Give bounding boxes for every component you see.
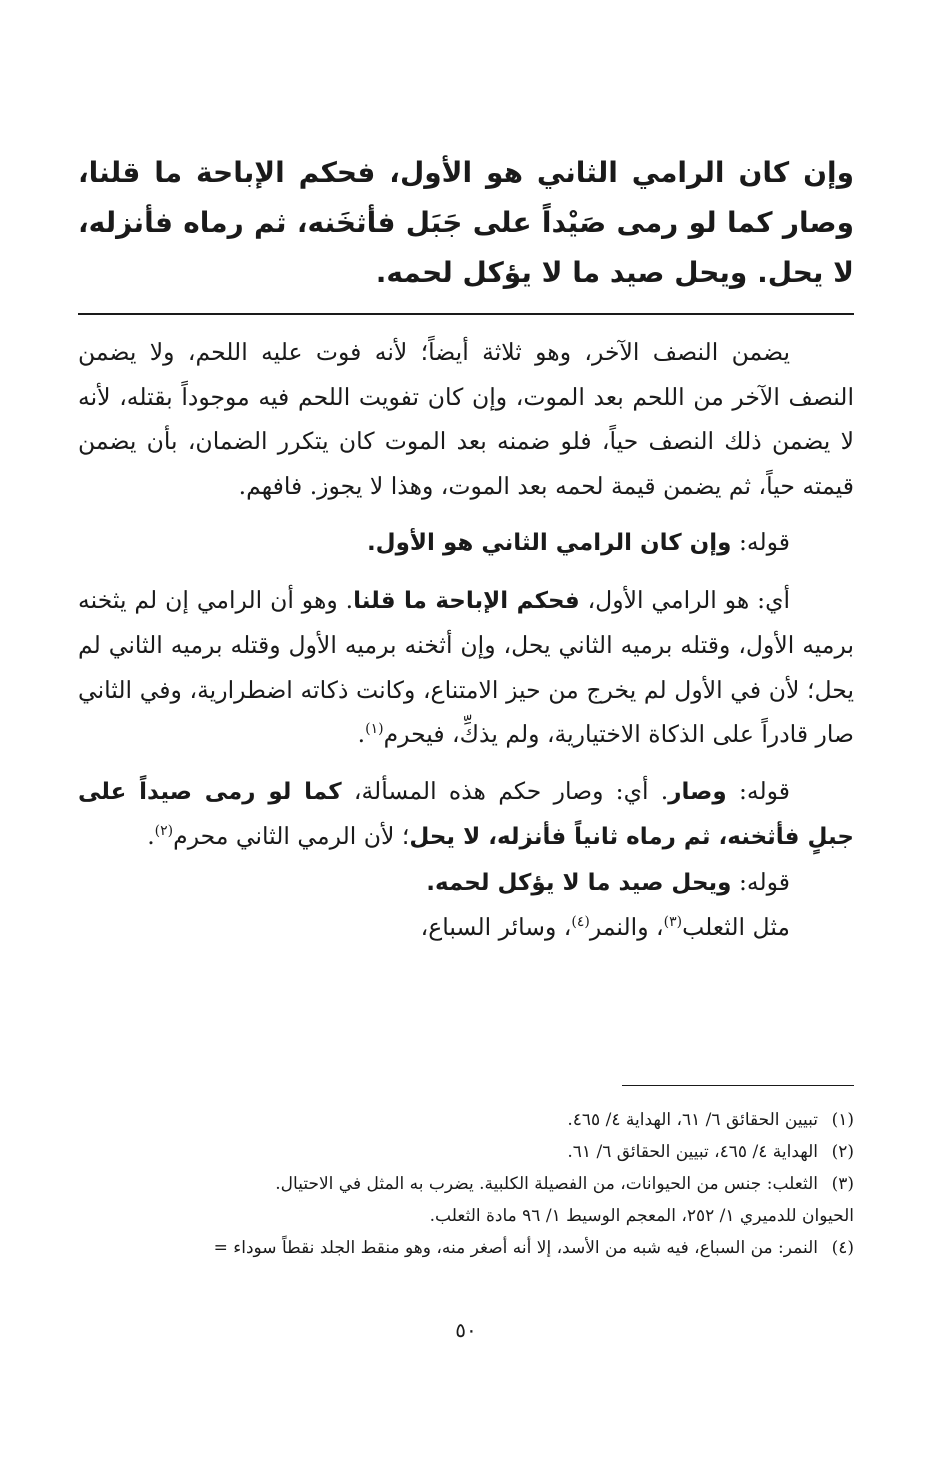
footnote-text: تبيين الحقائق ٦/ ٦١، الهداية ٤/ ٤٦٥.	[567, 1110, 818, 1130]
footnote-1	[78, 1104, 854, 1136]
bold-run: فحكم الإباحة ما قلنا	[353, 587, 580, 614]
quote-prefix: قوله:	[731, 867, 790, 896]
commentary-paragraph-1: يضمن النصف الآخر، وهو ثلاثة أيضاً؛ لأنه فوت عليه اللحم، ولا يضمن النصف الآخر من اللحم بعد الموت، وإن كان تفويت اللحم فيه موجوداً بقتله، لأنه لا يضمن ذلك النصف حياً، فلو ضمنه بعد الموت كان يتكرر الضمان، بأن يضمن قيمته حياً، ثم يضمن قيمة لحمه بعد الموت، وهذا لا يجوز. فافهم.	[78, 338, 854, 500]
commentary-paragraph-2	[78, 578, 854, 757]
footnote-number: (٣)	[831, 1174, 854, 1194]
page-number: ٥٠	[455, 1318, 477, 1342]
text-run: .	[147, 822, 155, 850]
footnote-number: (٤)	[831, 1238, 854, 1258]
footnote-number: (١)	[831, 1110, 854, 1130]
footnote-ref-4: (٤)	[571, 914, 590, 931]
quote-prefix: قوله:	[726, 776, 790, 805]
quote-bold: ويحل صيد ما لا يؤكل لحمه.	[426, 869, 732, 896]
matn-text: وإن كان الرامي الثاني هو الأول، فحكم الإباحة ما قلنا، وصار كما لو رمى صَيْداً على جَبَل فأثخَنه، ثم رماه فأنزله، لا يحل. ويحل صيد ما لا يؤكل لحمه.	[78, 156, 854, 289]
text-run: ؛ لأن الرمي الثاني محرم	[173, 822, 410, 850]
footnote-separator-rule	[622, 1085, 854, 1086]
text-run: ، وسائر السباع،	[420, 913, 572, 941]
text-run: .	[357, 720, 366, 748]
bold-run: وصار	[668, 778, 727, 805]
quote-bold: وإن كان الرامي الثاني هو الأول.	[366, 530, 732, 556]
footnote-text: الهداية ٤/ ٤٦٥، تبيين الحقائق ٦/ ٦١.	[567, 1142, 818, 1162]
matn-separator-rule	[78, 313, 854, 315]
text-run: مثل الثعلب	[682, 913, 790, 941]
quote-heading-3	[78, 860, 854, 906]
page	[78, 0, 854, 1478]
text-run: أي: هو الرامي الأول،	[579, 585, 790, 614]
bold-run: كما لو رمى صيداً على جبلٍ فأثخنه، ثم رماه ثانياً فأنزله، لا يحل	[78, 778, 854, 850]
footnote-ref-3: (٣)	[663, 914, 683, 931]
footnote-ref-2: (٢)	[154, 823, 174, 840]
footnote-3	[78, 1168, 854, 1200]
quote-prefix: قوله:	[731, 528, 790, 556]
quote-heading-1	[78, 520, 854, 566]
footnote-ref-1: (١)	[365, 721, 384, 738]
footnote-number: (٢)	[831, 1142, 854, 1162]
footnote-3-continuation: الحيوان للدميري ١/ ٢٥٢، المعجم الوسيط ١/ ٩٦ مادة الثعلب.	[429, 1206, 854, 1226]
footnote-2	[78, 1136, 854, 1168]
footnote-text: الثعلب: جنس من الحيوانات، من الفصيلة الكلبية. يضرب به المثل في الاحتيال.	[275, 1174, 818, 1194]
text-run: . أي: وصار حكم هذه المسألة،	[341, 776, 669, 805]
commentary-paragraph-4	[78, 905, 854, 950]
text-run: . وهو أن الرامي إن لم يثخنه برميه الأول، وقتله برميه الثاني يحل، وإن أثخنه برميه الأول وقتله برميه الثاني لم يحل؛ لأن في الأول لم يخرج من حيز الامتناع، وكانت ذكاته اضطرارية، وفي الثاني صار قادراً على الذكاة الاختيارية، ولم يذكِّ، فيحرم	[78, 585, 854, 748]
footnote-4	[78, 1232, 854, 1264]
footnotes	[78, 1104, 854, 1264]
footnote-text: النمر: من السباع، فيه شبه من الأسد، إلا أنه أصغر منه، وهو منقط الجلد نقطاً سوداء =	[213, 1238, 818, 1258]
commentary	[78, 330, 854, 950]
commentary-paragraph-3	[78, 769, 854, 860]
text-run: ، والنمر	[589, 913, 664, 941]
